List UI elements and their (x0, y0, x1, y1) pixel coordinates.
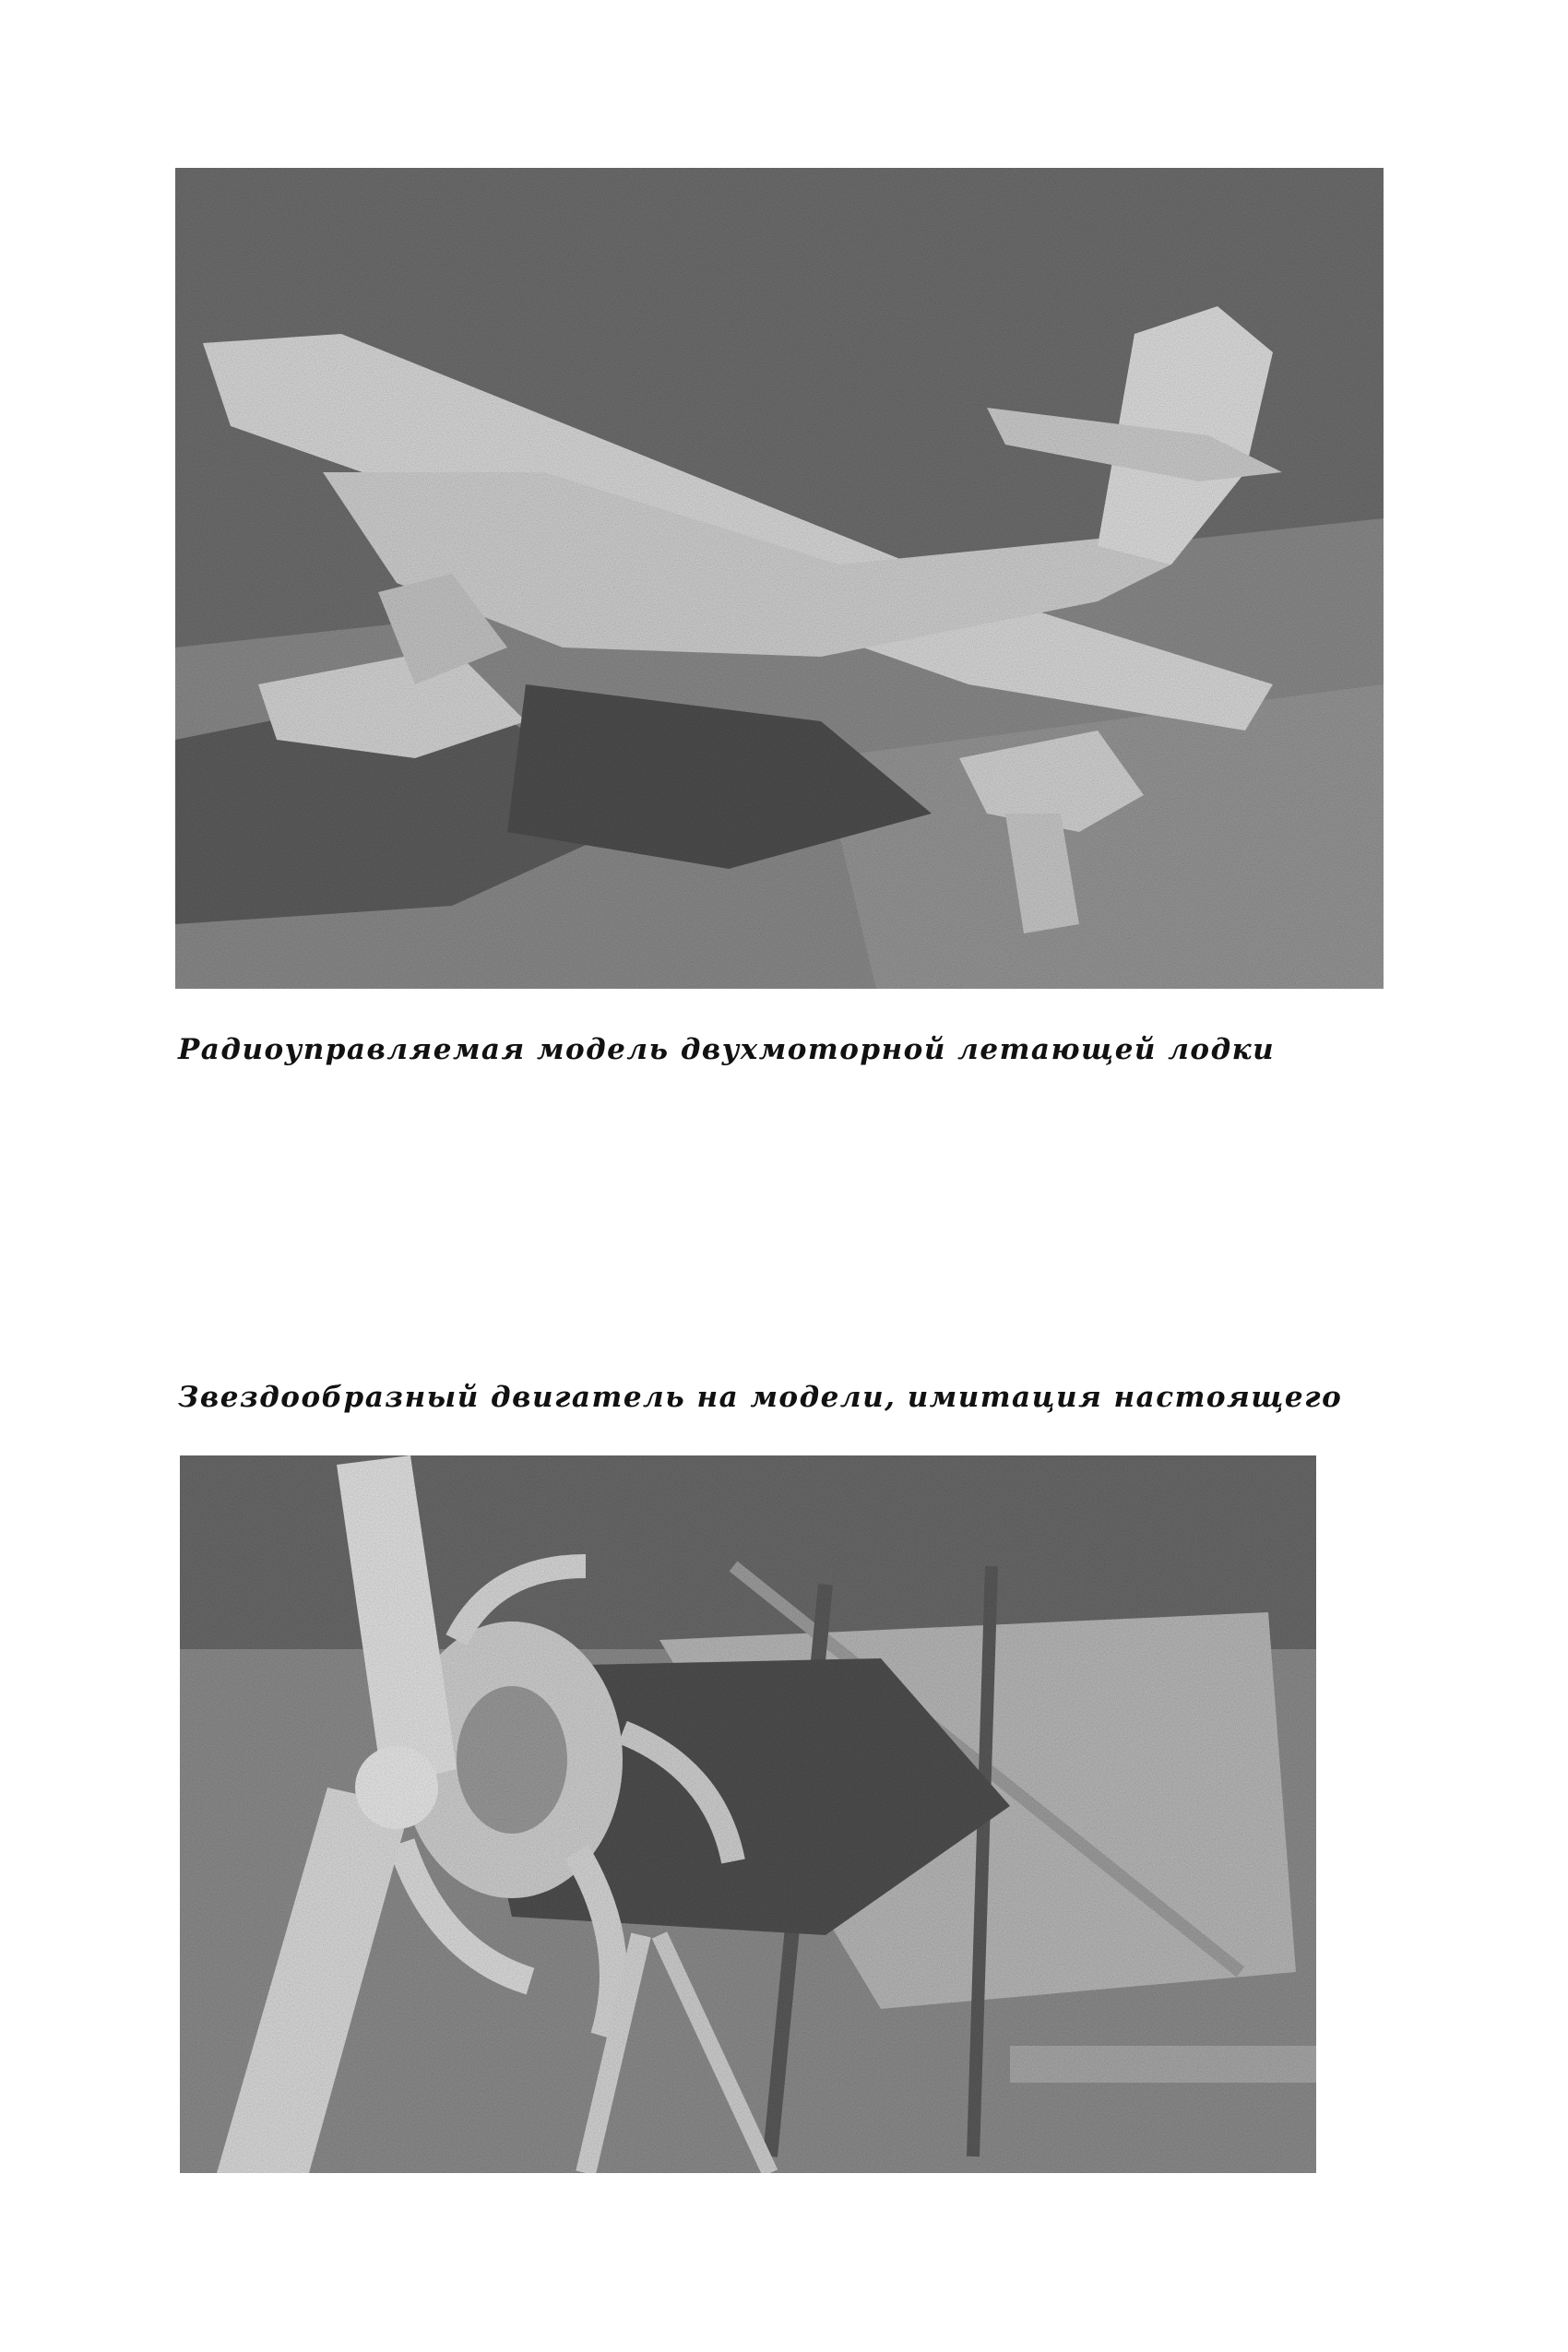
figure-2-caption: Звездообразный двигатель на модели, имитация настоящего (178, 1381, 1343, 1414)
flying-boat-model-photo (175, 168, 1384, 989)
figure-1-caption: Радиоуправляемая модель двухмоторной летающей лодки (178, 1033, 1276, 1066)
flying-boat-photo-graphic (175, 168, 1384, 989)
radial-engine-model-photo (180, 1455, 1316, 2173)
radial-engine-photo-graphic (180, 1455, 1316, 2173)
